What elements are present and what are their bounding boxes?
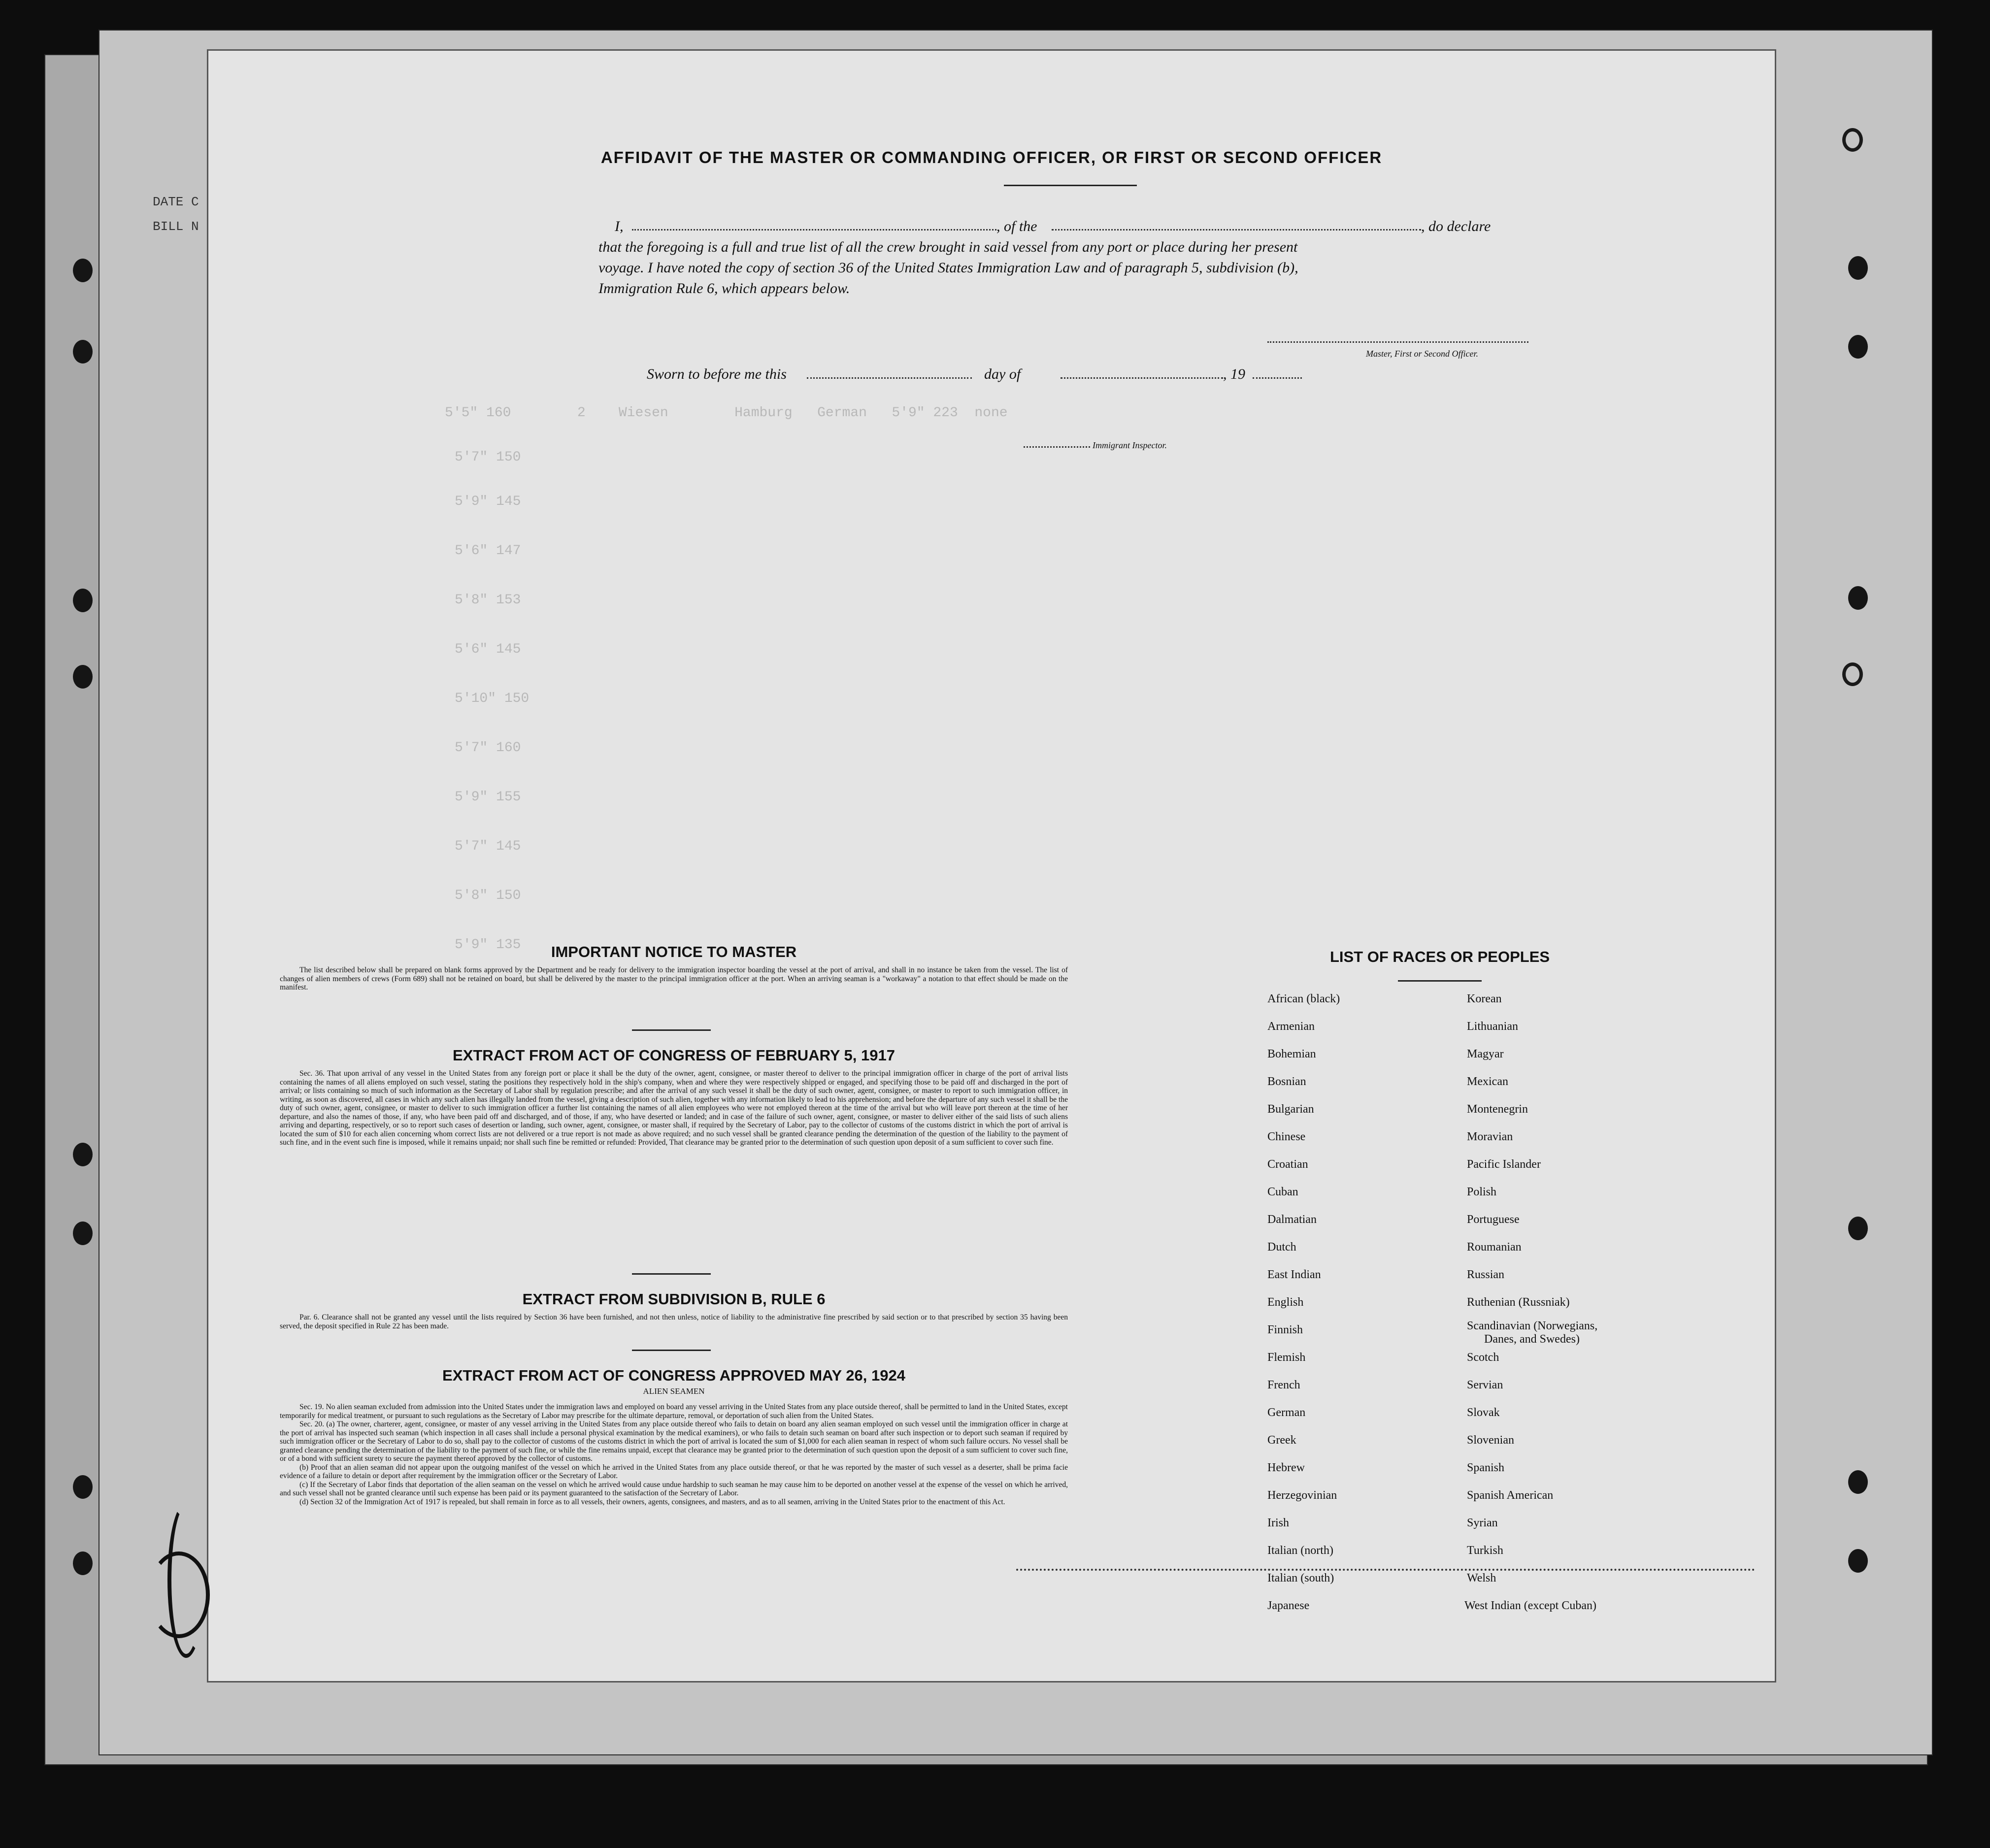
rule-6-rule bbox=[632, 1350, 711, 1351]
inspector-label: Immigrant Inspector. bbox=[1093, 440, 1167, 450]
race-item: Roumanian bbox=[1467, 1241, 1522, 1254]
sworn-date-field[interactable] bbox=[807, 377, 972, 379]
extract-1917-text: Sec. 36. That upon arrival of any vessel in the United States from any foreign port or place it shall be the duty of the owner, agent, consignee, or master thereof to deliver to the principal immigration officer in charge of the port of arrival lists containing the names of all aliens employed on such vessel, stating the positions they respectively hold in the ship's company, when and where they were respectively shipped or engaged, and specifying those to be paid off and discharged in the port of arrival; or lists containing so much of such information as the Secretary of Labor shall by regulation prescribe; and after the arrival of any such vessel it shall be the duty of such owner, agent, consignee, or master to report to such immigration officer, in writing, as soon as discovered, all cases in which any such alien has illegally landed from the vessel, giving a description of such alien, together with any information likely to lead to his apprehension; and before the departure of any such vessel it shall be the duty of such owner, agent, consignee, or master to deliver to such immigration officer a further list containing the names of all alien employees who were not employed thereon at the time of the arrival but who will leave port thereon at the time of her departure, and also the names of those, if any, who have been paid off and discharged, and of those, if any, who have deserted or landed; and in case of the failure of such owner, agent, consignee, or master to deliver either of the said lists of such aliens arriving and departing, respectively, or so to report such cases of desertion or landing, such owner, agent, consignee, or master shall, if required by the Secretary of Labor, pay to the collector of customs of the customs district in which the port of arrival is located the sum of $10 for each alien concerning whom correct lists are not delivered or a true report is not made as above required; and no such vessel shall be granted clearance pending the determination of the question of the liability to the payment of such fine, and in the event such fine is imposed, while it remains unpaid; nor shall such fine be remitted or refunded: Provided, That clearance may be granted prior to the determination of such question upon deposit of a sum sufficient to cover such fine. bbox=[280, 1069, 1068, 1147]
race-item: Scotch bbox=[1467, 1351, 1499, 1364]
punch-hole bbox=[73, 665, 93, 689]
race-item: English bbox=[1267, 1296, 1304, 1309]
race-item: Armenian bbox=[1267, 1020, 1315, 1033]
alien-seamen-subtitle: ALIEN SEAMEN bbox=[643, 1386, 705, 1396]
race-item: Mexican bbox=[1467, 1075, 1508, 1088]
race-item: Polish bbox=[1467, 1186, 1497, 1198]
punch-hole bbox=[73, 1551, 93, 1575]
race-item: Bulgarian bbox=[1267, 1103, 1314, 1116]
extract-1917-rule bbox=[632, 1273, 711, 1275]
sworn-month-field[interactable] bbox=[1061, 377, 1223, 379]
crew-manifest-back-page bbox=[207, 49, 1776, 1683]
vessel-name-field[interactable] bbox=[1052, 229, 1421, 231]
race-item: German bbox=[1267, 1406, 1306, 1419]
race-item: Spanish bbox=[1467, 1461, 1505, 1474]
punch-hole bbox=[1848, 256, 1868, 280]
rule-6-title: EXTRACT FROM SUBDIVISION B, RULE 6 bbox=[522, 1290, 826, 1308]
bleed-through-text: 5'9" 145 bbox=[455, 494, 521, 509]
sworn-text: Sworn to before me this bbox=[647, 366, 787, 382]
punch-hole bbox=[1848, 1470, 1868, 1494]
punch-hole bbox=[1842, 662, 1863, 686]
master-signature-label: Master, First or Second Officer. bbox=[1366, 349, 1478, 359]
races-title: LIST OF RACES OR PEOPLES bbox=[1329, 948, 1550, 965]
race-item: Moravian bbox=[1467, 1130, 1513, 1143]
race-item: Bosnian bbox=[1267, 1075, 1306, 1088]
inspector-signature-field[interactable] bbox=[1024, 446, 1090, 448]
race-item: Herzegovinian bbox=[1267, 1489, 1337, 1502]
title-rule bbox=[1004, 185, 1137, 186]
notice-text: The list described below shall be prepared on blank forms approved by the Department and be ready for delivery to the immigration inspector boarding the vessel at the port of arrival, and shall in no instance be taken from the vessel. The list of changes of alien members of crews (Form 689) shall not be retained on board, but shall be delivered by the master to the principal immigration officer at the port. When an arriving seaman is a "workaway" a notation to that effect should be made on the manifest. bbox=[280, 966, 1068, 991]
handwritten-mark bbox=[167, 1502, 205, 1658]
race-item: Turkish bbox=[1467, 1544, 1503, 1557]
master-signature-field[interactable] bbox=[1267, 341, 1528, 343]
punch-hole bbox=[73, 1221, 93, 1245]
extract-1924-title: EXTRACT FROM ACT OF CONGRESS APPROVED MAY 26, 1924 bbox=[442, 1367, 905, 1384]
rule-6-text: Par. 6. Clearance shall not be granted any vessel until the lists required by Section 36 have been furnished, and not then unless, notice of liability to the administrative fine prescribed by said section or to that prescribed by section 35 having been served, the deposit specified in Rule 22 has been made. bbox=[280, 1313, 1068, 1330]
race-item: Hebrew bbox=[1267, 1461, 1305, 1474]
bleed-through-text: 5'8" 153 bbox=[455, 593, 521, 608]
bleed-through-text: 5'9" 135 bbox=[455, 937, 521, 953]
race-item: African (black) bbox=[1267, 992, 1340, 1005]
race-item: Greek bbox=[1267, 1434, 1296, 1447]
punch-hole bbox=[73, 589, 93, 612]
race-item: Chinese bbox=[1267, 1130, 1306, 1143]
bleed-through-text: 5'6" 147 bbox=[455, 543, 521, 559]
margin-date-label: DATE C bbox=[153, 195, 199, 209]
declaration-do-declare: , do declare bbox=[1421, 218, 1491, 234]
declarant-name-field[interactable] bbox=[632, 229, 996, 231]
race-item: Finnish bbox=[1267, 1323, 1303, 1336]
race-item: Spanish American bbox=[1467, 1489, 1554, 1502]
race-item: Korean bbox=[1467, 992, 1502, 1005]
race-item: Ruthenian (Russniak) bbox=[1467, 1296, 1570, 1309]
declaration-line-4: Immigration Rule 6, which appears below. bbox=[598, 280, 850, 297]
punch-hole bbox=[1848, 335, 1868, 359]
race-item: Dutch bbox=[1267, 1241, 1296, 1254]
race-item: West Indian (except Cuban) bbox=[1464, 1599, 1596, 1612]
race-item: Magyar bbox=[1467, 1048, 1504, 1060]
race-item-continuation: Danes, and Swedes) bbox=[1484, 1333, 1580, 1346]
race-item: Syrian bbox=[1467, 1517, 1498, 1529]
declaration-of-the: , of the bbox=[996, 218, 1037, 234]
punch-hole bbox=[73, 1475, 93, 1499]
bleed-through-text: 5'10" 150 bbox=[455, 691, 530, 706]
notice-rule bbox=[632, 1029, 711, 1031]
bleed-through-text: 5'5" 160 2 Wiesen Hamburg German 5'9" 223 none bbox=[445, 405, 1008, 421]
race-item: Lithuanian bbox=[1467, 1020, 1518, 1033]
punch-hole bbox=[1848, 1549, 1868, 1573]
race-item: Dalmatian bbox=[1267, 1213, 1317, 1226]
race-item: Pacific Islander bbox=[1467, 1158, 1541, 1171]
race-item: Welsh bbox=[1467, 1572, 1496, 1584]
race-item: Flemish bbox=[1267, 1351, 1306, 1364]
race-item: Scandinavian (Norwegians, bbox=[1467, 1320, 1598, 1332]
race-item: Italian (north) bbox=[1267, 1544, 1333, 1557]
punch-hole bbox=[73, 340, 93, 363]
extract-1917-title: EXTRACT FROM ACT OF CONGRESS OF FEBRUARY 5, 1917 bbox=[453, 1047, 895, 1064]
sworn-year-field[interactable] bbox=[1253, 377, 1302, 379]
race-item: Russian bbox=[1467, 1268, 1505, 1281]
punch-hole bbox=[73, 1143, 93, 1166]
bleed-through-text: 5'7" 150 bbox=[455, 450, 521, 465]
punch-hole bbox=[1848, 586, 1868, 610]
sworn-day-of: day of bbox=[984, 366, 1021, 382]
race-item: Japanese bbox=[1267, 1599, 1310, 1612]
sworn-year: , 19 bbox=[1223, 366, 1245, 382]
race-item: Slovak bbox=[1467, 1406, 1500, 1419]
race-item: Portuguese bbox=[1467, 1213, 1520, 1226]
margin-bill-label: BILL N bbox=[153, 219, 199, 234]
race-item: Croatian bbox=[1267, 1158, 1308, 1171]
notice-title: IMPORTANT NOTICE TO MASTER bbox=[551, 943, 797, 960]
bleed-through-text: 5'6" 145 bbox=[455, 642, 521, 657]
races-rule bbox=[1398, 980, 1482, 982]
bleed-through-text: 5'7" 145 bbox=[455, 839, 521, 854]
declaration-i: I, bbox=[615, 218, 624, 234]
race-item: Montenegrin bbox=[1467, 1103, 1528, 1116]
race-item: Cuban bbox=[1267, 1186, 1298, 1198]
race-item: East Indian bbox=[1267, 1268, 1321, 1281]
punch-hole bbox=[1848, 1217, 1868, 1240]
race-item: Bohemian bbox=[1267, 1048, 1316, 1060]
punch-hole bbox=[73, 259, 93, 282]
extract-1924-text: Sec. 19. No alien seaman excluded from admission into the United States under the immigration laws and employed on board any vessel arriving in the United States from any place outside thereof, shall be permitted to land in the United States, except temporarily for medical treatment, or pursuant to such regulations as the Secretary of Labor may prescribe for the ultimate departure, removal, or deportation of such alien from the United States. Sec. 20. (a) The owner, charterer, agent, consignee, or master of any vessel arriving in the United States from any place outside thereof who fails to detain on board any alien seaman employed on such vessel until the immigration officer in charge at the port of arrival has inspected such seaman (which inspection in all cases shall include a personal physical examination by the medical examiners), or who fails to detain such seaman on board after such inspection or to deport such seaman if required by such immigration officer or the Secretary of Labor to do so, shall pay to the collector of customs of the customs district in which the port of arrival is located the sum of $1,000 for each alien seaman in respect of whom such failure occurs. No vessel shall be granted clearance pending the determination of the liability to the payment of such fine, or while the fine remains unpaid, except that clearance may be granted prior to the determination of such question upon the deposit of a sum sufficient to cover such fine, or of a bond with sufficient surety to secure the payment thereof approved by the collector of customs. (b) Proof that an alien seaman did not appear upon the outgoing manifest of the vessel on which he arrived in the United States from any place outside thereof, or that he was reported by the master of such vessel as a deserter, shall be prima facie evidence of a failure to detain or deport after requirement by the immigration officer or the Secretary of Labor. (c) If the Secretary of Labor finds that deportation of the alien seaman on the vessel on which he arrived would cause undue hardship to such seaman he may cause him to be deported on another vessel at the expense of the vessel on which he arrived, and such vessel shall not be granted clearance until such expense has been paid or its payment guaranteed to the satisfaction of the Secretary of Labor. (d) Section 32 of the Immigration Act of 1917 is repealed, but shall remain in force as to all vessels, their owners, agents, consignees, and masters, and as to all seamen, arriving in the United States prior to the enactment of this Act. bbox=[280, 1403, 1068, 1506]
bleed-through-text: 5'9" 155 bbox=[455, 790, 521, 805]
race-item: Servian bbox=[1467, 1379, 1503, 1391]
race-item: Slovenian bbox=[1467, 1434, 1514, 1447]
declaration-line-2: that the foregoing is a full and true list of all the crew brought in said vessel from any port or place during her present bbox=[598, 239, 1298, 255]
affidavit-title: AFFIDAVIT OF THE MASTER OR COMMANDING OFFICER, OR FIRST OR SECOND OFFICER bbox=[600, 148, 1383, 166]
bleed-through-text: 5'7" 160 bbox=[455, 740, 521, 756]
punch-hole bbox=[1842, 128, 1863, 152]
race-item: French bbox=[1267, 1379, 1300, 1391]
race-item: Italian (south) bbox=[1267, 1572, 1334, 1584]
dotted-rule bbox=[1016, 1569, 1755, 1571]
declaration-line-3: voyage. I have noted the copy of section 36 of the United States Immigration Law and of paragraph 5, subdivision (b), bbox=[598, 260, 1298, 276]
race-item: Irish bbox=[1267, 1517, 1289, 1529]
bleed-through-text: 5'8" 150 bbox=[455, 888, 521, 903]
